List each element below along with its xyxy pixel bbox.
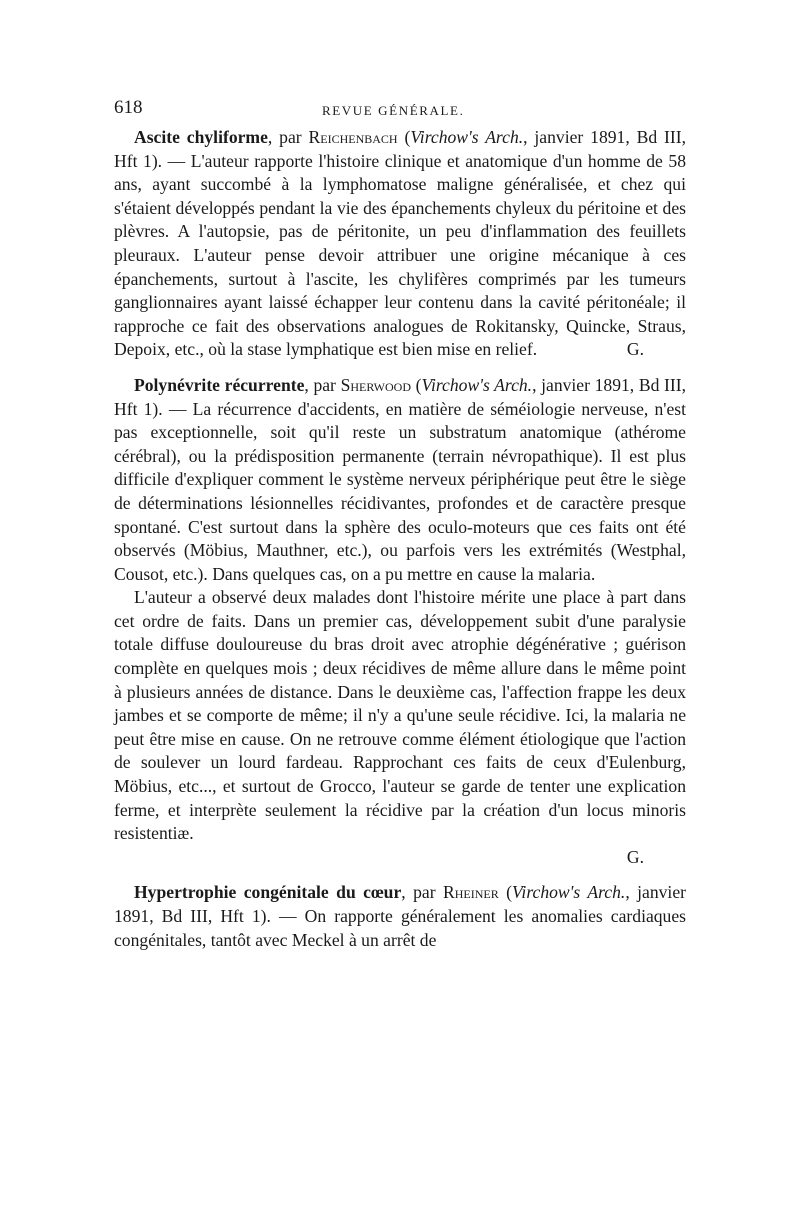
- article-citation: janvier 1891, Bd III, Hft 1: [114, 882, 686, 926]
- article-body: — On rapporte généralement les anomalies cardiaques congénitales, tantôt avec Meckel à un arrêt de: [114, 906, 687, 950]
- article-author: Rheiner: [442, 882, 499, 903]
- article-body: — L'auteur rapporte l'histoire clinique et anatomique d'un homme de 58 ans, ayant succombé à la lymphomatose maligne généralisée, et chez qui s'étaient développés pendant la vie des épanchements chyleux du péritoine et des plèvres. A l'autopsie, pas de péritonite, un peu d'inflammation des feuillets pleuraux. L'auteur pense devoir attribuer une origine mécanique à ces épanchements, surtout à l'ascite, les chylifères comprimés par les tumeurs ganglionnaires ayant laissé échapper leur contenu dans la cavité péritonéale; il rapproche ce fait des observations analogues de Rokitansky, Quincke, Straus, Depoix, etc., où la stase lymphatique est bien mise en relief.: [114, 150, 686, 360]
- article-citation: janvier 1891, Bd III, Hft 1: [114, 127, 686, 171]
- article-signature: G.: [626, 846, 644, 867]
- article-author: Reichenbach: [308, 127, 398, 147]
- article-author: Sherwood: [340, 374, 412, 395]
- article-polynevrite: [114, 374, 686, 869]
- running-head: [114, 96, 686, 122]
- article-body: — La récurrence d'accidents, en matière de séméiologie nerveuse, n'est pas exceptionnelle, soit qu'il reste un substratum anatomique (athérome cérébral), ou la prédisposition permanente (terrain névropathique). Il est plus difficile d'expliquer comment le système nerveux périphérique peut être le siège de déterminations lésionnelles récidivantes, profondes et de caractère presque spontané. C'est surtout dans la sphère des oculo-moteurs que ces faits ont été observés (Möbius, Mauthner, etc.), ou parfois vers les extrémités (Westphal, Cousot, etc.). Dans quelques cas, on a pu mettre en cause la malaria.: [114, 398, 686, 584]
- article-journal: Virchow's Arch.: [421, 374, 533, 395]
- article-ascite: [114, 126, 686, 362]
- article-title: Ascite chyliforme: [134, 127, 268, 147]
- article-title: Hypertrophie congénitale du cœur: [134, 882, 402, 903]
- article-citation: janvier 1891, Bd III, Hft 1: [114, 374, 686, 419]
- article-title: Polynévrite récurrente: [134, 374, 305, 395]
- article-paragraph: Hypertrophie congénitale du cœur, par Rheiner (Virchow's Arch., janvier 1891, Bd III, Hft 1). — On rapporte généralement les anomalies cardiaques congénitales, tantôt avec Meckel à un arrêt de: [114, 882, 687, 950]
- running-title: REVUE GÉNÉRALE.: [322, 103, 465, 118]
- book-page: [114, 96, 686, 952]
- article-paragraph: Polynévrite récurrente, par Sherwood (Virchow's Arch., janvier 1891, Bd III, Hft 1). — La récurrence d'accidents, en matière de séméiologie nerveuse, n'est pas exceptionnelle, soit qu'il reste un substratum anatomique (athérome cérébral), ou la prédisposition permanente (terrain névropathique). Il est plus difficile d'expliquer comment le système nerveux périphérique peut être le siège de déterminations lésionnelles récidivantes, profondes et de caractère presque spontané. C'est surtout dans la sphère des oculo-moteurs que ces faits ont été observés (Möbius, Mauthner, etc.), ou parfois vers les extrémités (Westphal, Cousot, etc.). Dans quelques cas, on a pu mettre en cause la malaria.: [114, 374, 686, 584]
- article-hypertrophie: [114, 881, 686, 952]
- article-journal: Virchow's Arch.: [511, 882, 626, 903]
- article-paragraph: Ascite chyliforme, par Reichenbach (Virchow's Arch., janvier 1891, Bd III, Hft 1). — L'auteur rapporte l'histoire clinique et anatomique d'un homme de 58 ans, ayant succombé à la lymphomatose maligne généralisée, et chez qui s'étaient développés pendant la vie des épanchements chyleux du péritoine et des plèvres. A l'autopsie, pas de péritonite, un peu d'inflammation des feuillets pleuraux. L'auteur pense devoir attribuer une origine mécanique à ces épanchements, surtout à l'ascite, les chylifères comprimés par les tumeurs ganglionnaires ayant laissé échapper leur contenu dans la cavité péritonéale; il rapproche ce fait des observations analogues de Rokitansky, Quincke, Straus, Depoix, etc., où la stase lymphatique est bien mise en relief. G.: [114, 126, 686, 362]
- article-paragraph: L'auteur a observé deux malades dont l'histoire mérite une place à part dans cet ordre de faits. Dans un premier cas, développement subit d'une paralysie totale diffuse douloureuse du bras droit avec atrophie dégénérative ; guérison complète en quelques mois ; deux récidives de même allure dans le même point à plusieurs années de distance. Dans le deuxième cas, l'affection frappe les deux jambes et se comporte de même; il n'y a qu'une seule récidive. Ici, la malaria ne peut être mise en cause. On ne retrouve comme élément étiologique que l'action de soulever un lourd fardeau. Rapprochant ces faits de ceux d'Eulenburg, Möbius, etc..., et surtout de Grocco, l'auteur se garde de tenter une explication ferme, et interprète seulement la récidive par la création d'un locus minoris resistentiæ.: [114, 587, 686, 844]
- article-signature: G.: [626, 339, 644, 360]
- page-number: 618: [114, 97, 143, 118]
- article-journal: Virchow's Arch.: [410, 127, 524, 147]
